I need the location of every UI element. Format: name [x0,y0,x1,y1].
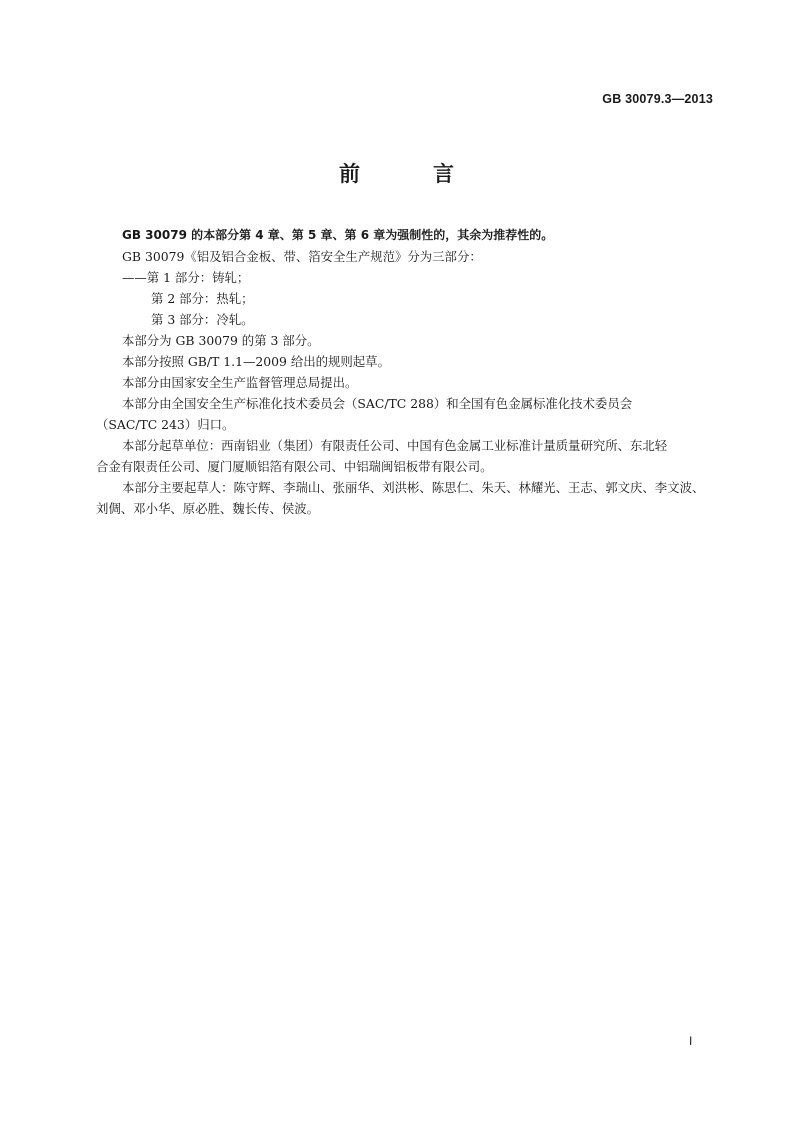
jurisdiction-line-2: （SAC/TC 243）归口。 [96,417,235,432]
drafting-rules: 本部分按照 GB/T 1.1—2009 给出的规则起草。 [122,354,390,369]
page-number: I [689,1034,693,1048]
drafting-units-line-1: 本部分起草单位：西南铝业（集团）有限责任公司、中国有色金属工业标准计量质量研究所、东北轻 [122,438,668,453]
list-item-part-1: ——第 1 部分：铸轧； [122,270,250,285]
list-item-part-2: 第 2 部分：热轧； [151,291,254,306]
series-intro: GB 30079《铝及铝合金板、带、箔安全生产规范》分为三部分： [122,249,482,264]
proposed-by: 本部分由国家安全生产监督管理总局提出。 [122,375,358,390]
drafters-line-2: 刘倜、邓小华、原必胜、魏长传、侯波。 [96,501,320,516]
standard-number: GB 30079.3—2013 [602,92,713,106]
jurisdiction-line-1: 本部分由全国安全生产标准化技术委员会（SAC/TC 288）和全国有色金属标准化技术委员会 [122,396,633,411]
drafting-units-line-2: 合金有限责任公司、厦门厦顺铝箔有限公司、中铝瑞闽铝板带有限公司。 [96,459,493,474]
drafters-line-1: 本部分主要起草人：陈守辉、李瑞山、张丽华、刘洪彬、陈思仁、朱天、林耀光、王志、郭文庆、李文波、 [122,480,705,495]
list-item-part-3: 第 3 部分：冷轧。 [151,312,254,327]
page-title: 前 言 [339,162,480,186]
foreword-body [96,225,716,519]
mandatory-statement: GB 30079 的本部分第 4 章、第 5 章、第 6 章为强制性的，其余为推荐性的。 [122,228,554,242]
this-part-statement: 本部分为 GB 30079 的第 3 部分。 [122,333,320,348]
